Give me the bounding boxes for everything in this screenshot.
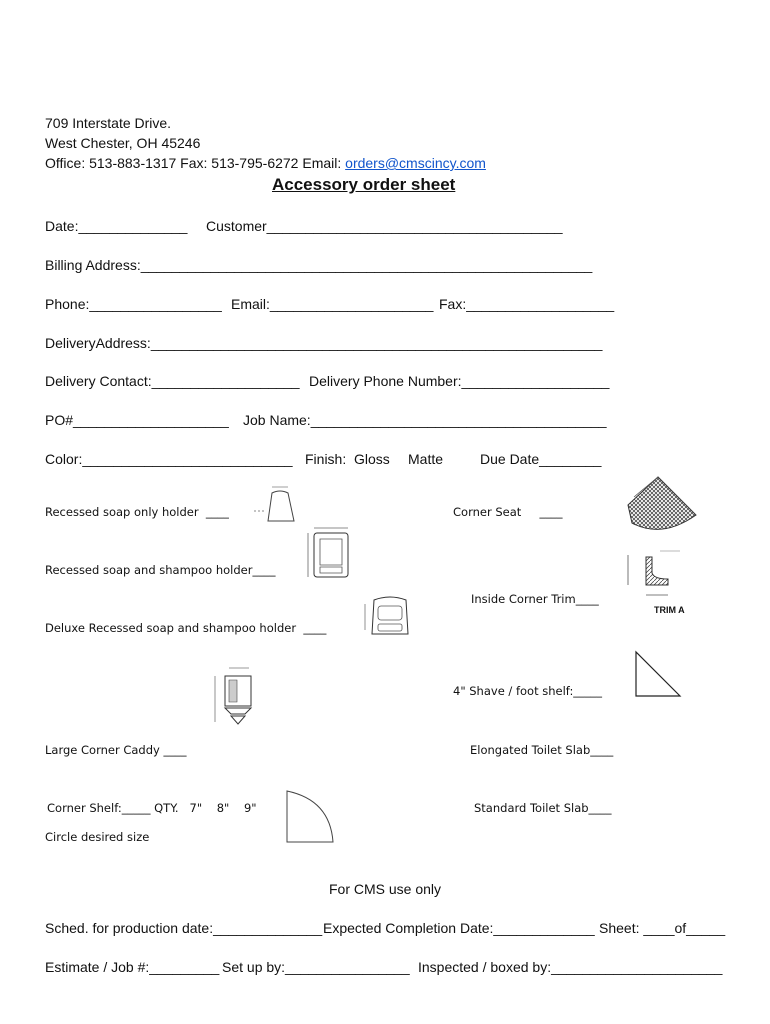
setup-by-field[interactable]: Set up by:________________ <box>222 959 410 975</box>
soap-shampoo-holder-drawing <box>300 525 360 585</box>
delivery-phone-field[interactable]: Delivery Phone Number:___________________ <box>309 373 610 389</box>
corner-shelf-drawing <box>284 788 336 846</box>
corner-caddy-drawing <box>205 662 260 732</box>
deluxe-holder-drawing <box>360 590 415 640</box>
deluxe-holder-item[interactable]: Deluxe Recessed soap and shampoo holder ____ <box>45 621 327 635</box>
corner-shelf-item[interactable]: Corner Shelf:_____ QTY. 7" 8" 9" <box>47 801 257 815</box>
address-line-1: 709 Interstate Drive. <box>45 115 172 131</box>
finish-matte-option[interactable]: Matte <box>408 451 444 467</box>
page-title: Accessory order sheet <box>272 175 456 194</box>
large-corner-caddy-item[interactable]: Large Corner Caddy ____ <box>45 743 187 757</box>
standard-toilet-slab-item[interactable]: Standard Toilet Slab____ <box>474 801 612 815</box>
date-field[interactable]: Date:______________ <box>45 218 188 234</box>
contact-line <box>45 156 486 170</box>
corner-seat-item[interactable]: Corner Seat ____ <box>453 505 563 519</box>
email-link[interactable]: orders@cmscincy.com <box>345 155 486 171</box>
delivery-contact-field[interactable]: Delivery Contact:___________________ <box>45 373 300 389</box>
job-name-field[interactable]: Job Name:______________________________________ <box>243 412 607 428</box>
sched-production-field[interactable]: Sched. for production date:______________ <box>45 920 323 936</box>
trim-a-label: TRIM A <box>654 605 685 615</box>
due-date-field[interactable]: Due Date________ <box>480 451 602 467</box>
email-field[interactable]: Email:_____________________ <box>231 296 434 312</box>
shave-shelf-drawing <box>633 650 683 700</box>
expected-completion-field[interactable]: Expected Completion Date:_____________ <box>323 920 595 936</box>
po-field[interactable]: PO#____________________ <box>45 412 229 428</box>
fax-field[interactable]: Fax:___________________ <box>439 296 615 312</box>
estimate-job-field[interactable]: Estimate / Job #:_________ <box>45 959 220 975</box>
corner-seat-drawing <box>622 475 702 535</box>
recessed-soap-item[interactable]: Recessed soap only holder ____ <box>45 505 229 519</box>
circle-size-note: Circle desired size <box>45 830 150 844</box>
billing-address-field[interactable]: Billing Address:__________________________________________________________ <box>45 257 593 273</box>
finish-gloss-option[interactable]: Finish: Gloss <box>305 451 390 467</box>
color-field[interactable]: Color:___________________________ <box>45 451 293 467</box>
inspected-by-field[interactable]: Inspected / boxed by:______________________ <box>418 959 723 975</box>
recessed-soap-shampoo-item[interactable]: Recessed soap and shampoo holder____ <box>45 563 276 577</box>
phone-field[interactable]: Phone:_________________ <box>45 296 222 312</box>
inside-corner-trim-drawing <box>614 545 694 605</box>
cms-use-heading: For CMS use only <box>329 881 442 897</box>
shave-shelf-item[interactable]: 4" Shave / foot shelf:_____ <box>453 684 603 698</box>
soap-holder-drawing <box>250 485 300 525</box>
inside-corner-trim-item[interactable]: Inside Corner Trim____ <box>471 592 599 606</box>
customer-field[interactable]: Customer______________________________________ <box>206 218 563 234</box>
delivery-address-field[interactable]: DeliveryAddress:__________________________________________________________ <box>45 335 603 351</box>
sheet-field[interactable]: Sheet: ____of_____ <box>599 920 726 936</box>
elongated-toilet-slab-item[interactable]: Elongated Toilet Slab____ <box>470 743 614 757</box>
address-line-2: West Chester, OH 45246 <box>45 135 201 151</box>
contact-prefix: Office: 513-883-1317 Fax: 513-795-6272 Email: <box>45 155 346 171</box>
